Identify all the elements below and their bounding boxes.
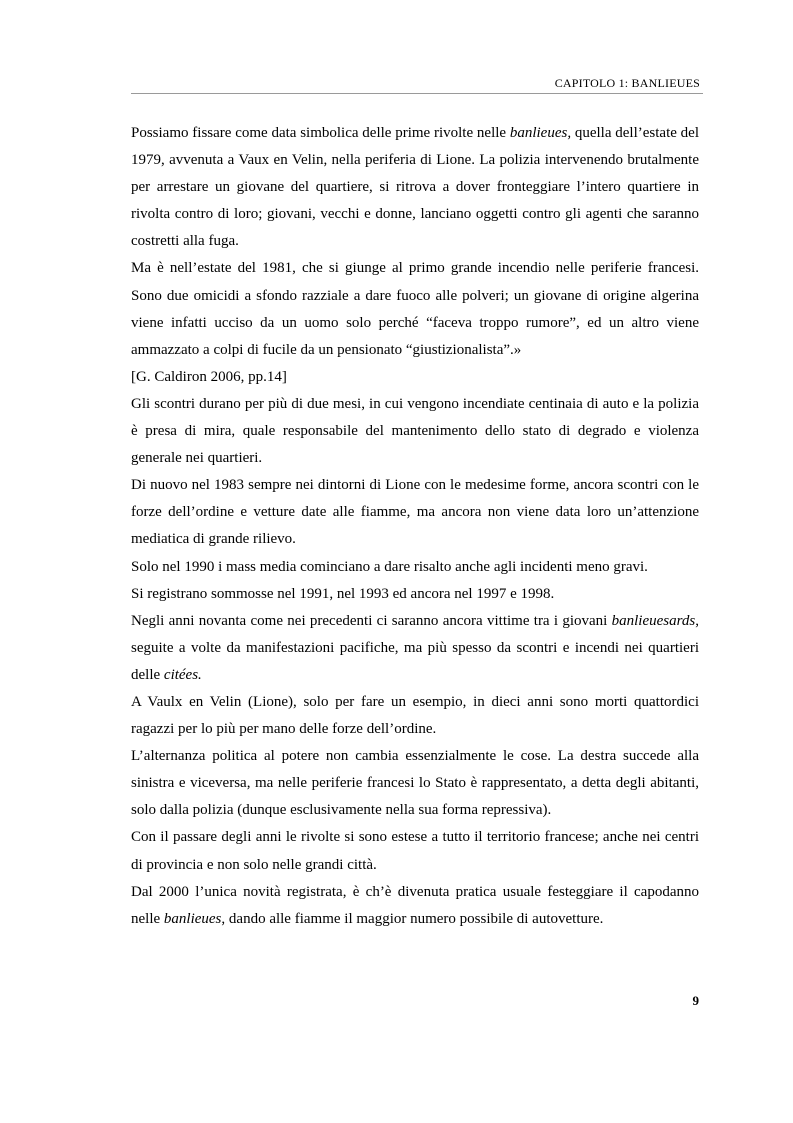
italic-term: citées. — [163, 666, 202, 683]
paragraph: Dal 2000 l’unica novità registrata, è ch’è divenuta pratica usuale festeggiare il capodanno nelle banlieues, dando alle fiamme il maggior numero possibile di autovetture. — [131, 883, 699, 927]
paragraph: Con il passare degli anni le rivolte si sono estese a tutto il territorio francese; anche nei centri di provincia e non solo nelle grandi città. — [131, 829, 699, 873]
running-header: CAPITOLO 1: BANLIEUES — [554, 76, 700, 90]
page-number: 9 — [692, 993, 699, 1008]
italic-term: banlieuesards — [611, 612, 696, 629]
paragraph: Gli scontri durano per più di due mesi, in cui vengono incendiate centinaia di auto e la polizia è presa di mira, quale responsabile del mantenimento dello stato di degrado e violenza generale nei quartieri. — [131, 395, 699, 467]
body-text — [131, 120, 699, 933]
paragraph: A Vaulx en Velin (Lione), solo per fare un esempio, in dieci anni sono morti quattordici ragazzi per lo più per mano delle forze dell’ordine. — [131, 693, 699, 738]
paragraph: Ma è nell’estate del 1981, che si giunge al primo grande incendio nelle periferie francesi. Sono due omicidi a sfondo razziale a dare fuoco alle polveri; un giovane di origine algerina viene infatti ucciso da un uomo solo perché “faceva troppo rumore”, ed un altro viene ammazzato a colpi di fucile da un pensionato “giustizionalista”.» — [131, 260, 699, 358]
paragraph: Possiamo fissare come data simbolica delle prime rivolte nelle banlieues, quella dell’estate del 1979, avvenuta a Vaux en Velin, nella periferia di Lione. La polizia intervenendo brutalmente per arrestare un giovane del quartiere, si ritrova a dover fronteggiare l’intero quartiere in rivolta contro di loro; giovani, vecchi e donne, lanciano oggetti contro gli agenti che saranno costretti alla fuga. — [131, 125, 699, 250]
paragraph: L’alternanza politica al potere non cambia essenzialmente le cose. La destra succede alla sinistra e viceversa, ma nelle periferie francesi lo Stato è rappresentato, a detta degli abitanti, solo dalla polizia (dunque esclusivamente nella sua forma repressiva). — [131, 748, 699, 819]
italic-term: banlieues, — [509, 125, 572, 141]
paragraph: Si registrano sommosse nel 1991, nel 1993 ed ancora nel 1997 e 1998. — [131, 585, 555, 602]
citation: [G. Caldiron 2006, pp.14] — [131, 368, 287, 385]
paragraph: Di nuovo nel 1983 sempre nei dintorni di Lione con le medesime forme, ancora scontri con le forze dell’ordine e vetture date alle fiamme, ma ancora non viene data loro un’attenzione mediatica di grande rilievo. — [131, 477, 699, 548]
paragraph: Solo nel 1990 i mass media cominciano a dare risalto anche agli incidenti meno gravi. — [131, 558, 648, 575]
header-rule — [131, 93, 703, 94]
italic-term: banlieues — [163, 910, 222, 927]
paragraph: Negli anni novanta come nei precedenti ci saranno ancora vittime tra i giovani banlieuesards, seguite a volte da manifestazioni pacifiche, ma più spesso da scontri e incendi nei quartieri delle citées. — [131, 612, 699, 683]
